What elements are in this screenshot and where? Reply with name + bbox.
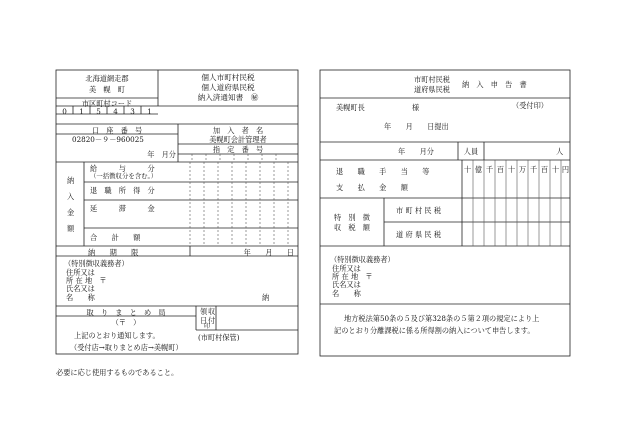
muni-code-digit: 0 (62, 107, 67, 116)
staff-label: 人員 (463, 147, 479, 156)
left-obligor-field: 住所又は (66, 268, 95, 277)
receipt-label: 付 (208, 316, 216, 325)
right-obligor-field: 名 称 (332, 289, 361, 298)
municipal-tax-label: 市 町 村 民 税 (396, 206, 442, 215)
footer-note: 必要に応じ使用するものであること。 (56, 368, 179, 377)
subscriber-name: 美幌町会計管理者 (209, 135, 267, 144)
left-title-line-1: 個人市町村民税 (201, 73, 255, 82)
late-fee-row-label: 延 滞 金 (90, 204, 155, 213)
muni-code-digit: 1 (147, 107, 152, 116)
salary-row-note: （一括徴収分を含む。） (90, 172, 158, 180)
retirement-label: 退 職 手 当 等 (336, 167, 430, 176)
total-row-label: 合 計 額 (90, 233, 141, 242)
digit-header: 十 (507, 165, 516, 174)
routing-text: （受付店→取りまとめ店→美幌町） (70, 343, 183, 352)
designated-number-label: 指 定 番 号 (212, 145, 264, 154)
salary-row-label: 給 与 分 (90, 164, 155, 173)
muni-code-digit: 1 (79, 107, 84, 116)
left-title-line-2: 個人道府県民税 (201, 83, 255, 92)
digit-header: 万 (518, 165, 527, 174)
digit-header: 百 (496, 165, 505, 174)
digit-header: 億 (474, 165, 483, 174)
submit-date-line: 年 月 日提出 (384, 122, 449, 131)
receipt-label: 領 (200, 307, 208, 316)
digit-header: 千 (529, 165, 538, 174)
receipt-label: 収 (208, 307, 216, 316)
left-obligor-field: 所 在 地 〒 (66, 276, 107, 285)
receipt-label: 印 (204, 323, 211, 330)
muni-code-digit: 3 (130, 107, 135, 116)
account-header: 口 座 番 号 (91, 126, 143, 135)
period-label: 年 月分 (147, 150, 176, 159)
city-line-2: 美 幌 町 (89, 85, 125, 94)
receipt-label: 日 (200, 316, 208, 325)
deadline-label: 納 期 限 (88, 248, 139, 257)
retirement-row-label: 退 職 所 得 分 (90, 186, 155, 195)
left-obligor-field: 名 称 (66, 293, 95, 302)
muni-code-digit: 5 (96, 107, 101, 116)
right-obligor-title: （特別徴収義務者） (330, 255, 395, 264)
right-obligor-field: 住所又は (332, 264, 361, 273)
law-text-line-2: 記のとおり分離課税に係る所得割の納入について申告します。 (334, 326, 535, 335)
digit-header: 円 (561, 165, 570, 174)
left-obligor-title: （特別徴収義務者） (64, 259, 129, 268)
right-title-suffix: 納 入 申 告 書 (462, 80, 527, 89)
right-obligor-field: 氏名又は (332, 280, 361, 289)
right-obligor-field: 所 在 地 〒 (332, 272, 373, 281)
honorific: 様 (412, 103, 420, 112)
special-label-2: 収 税 額 (334, 223, 370, 232)
amount-side-label-4: 額 (67, 224, 75, 233)
prefectural-tax-label: 道 府 県 民 税 (396, 230, 442, 239)
right-period-label: 年 月分 (398, 147, 434, 156)
digit-header: 十 (463, 165, 472, 174)
digit-header: 十 (551, 165, 560, 174)
seal-mark: 納 (262, 293, 270, 302)
addressee: 美幌町長 (336, 103, 365, 112)
account-number: 02820－９－960025 (72, 135, 144, 144)
staff-unit: 人 (556, 147, 564, 156)
right-title-line-2: 道府県民税 (414, 85, 450, 94)
muni-code-digit: 4 (113, 107, 118, 116)
left-title-line-3: 納入済通知書 ㊙ (197, 93, 259, 102)
storage-text: (市町村保管) (198, 333, 240, 342)
muni-code-label: 市区町村コード (81, 99, 133, 108)
amount-side-label-2: 入 (67, 192, 75, 201)
special-label-1: 特 別 徴 (334, 213, 370, 222)
city-line-1: 北海道網走郡 (85, 74, 129, 83)
law-text-line-1: 地方税法第50条の５及び第328条の５第２項の規定により上 (344, 314, 540, 323)
payment-label: 支 払 金 額 (336, 183, 408, 192)
bureau-label: 取 り ま と め 局 (86, 308, 166, 317)
postal-mark: （〒 ） (111, 318, 141, 327)
amount-side-label-1: 納 (67, 176, 75, 185)
digit-header: 百 (540, 165, 549, 174)
digit-header: 千 (485, 165, 494, 174)
right-title-line-1: 市町村民税 (414, 75, 450, 84)
stamp-label: （受付印） (512, 101, 548, 110)
amount-side-label-3: 金 (67, 208, 75, 217)
left-obligor-field: 氏名又は (66, 284, 95, 293)
notice-text: 上記のとおり通知します。 (74, 331, 160, 340)
subscriber-header: 加 入 者 名 (212, 126, 264, 135)
deadline-date: 年 月 日 (243, 248, 294, 257)
